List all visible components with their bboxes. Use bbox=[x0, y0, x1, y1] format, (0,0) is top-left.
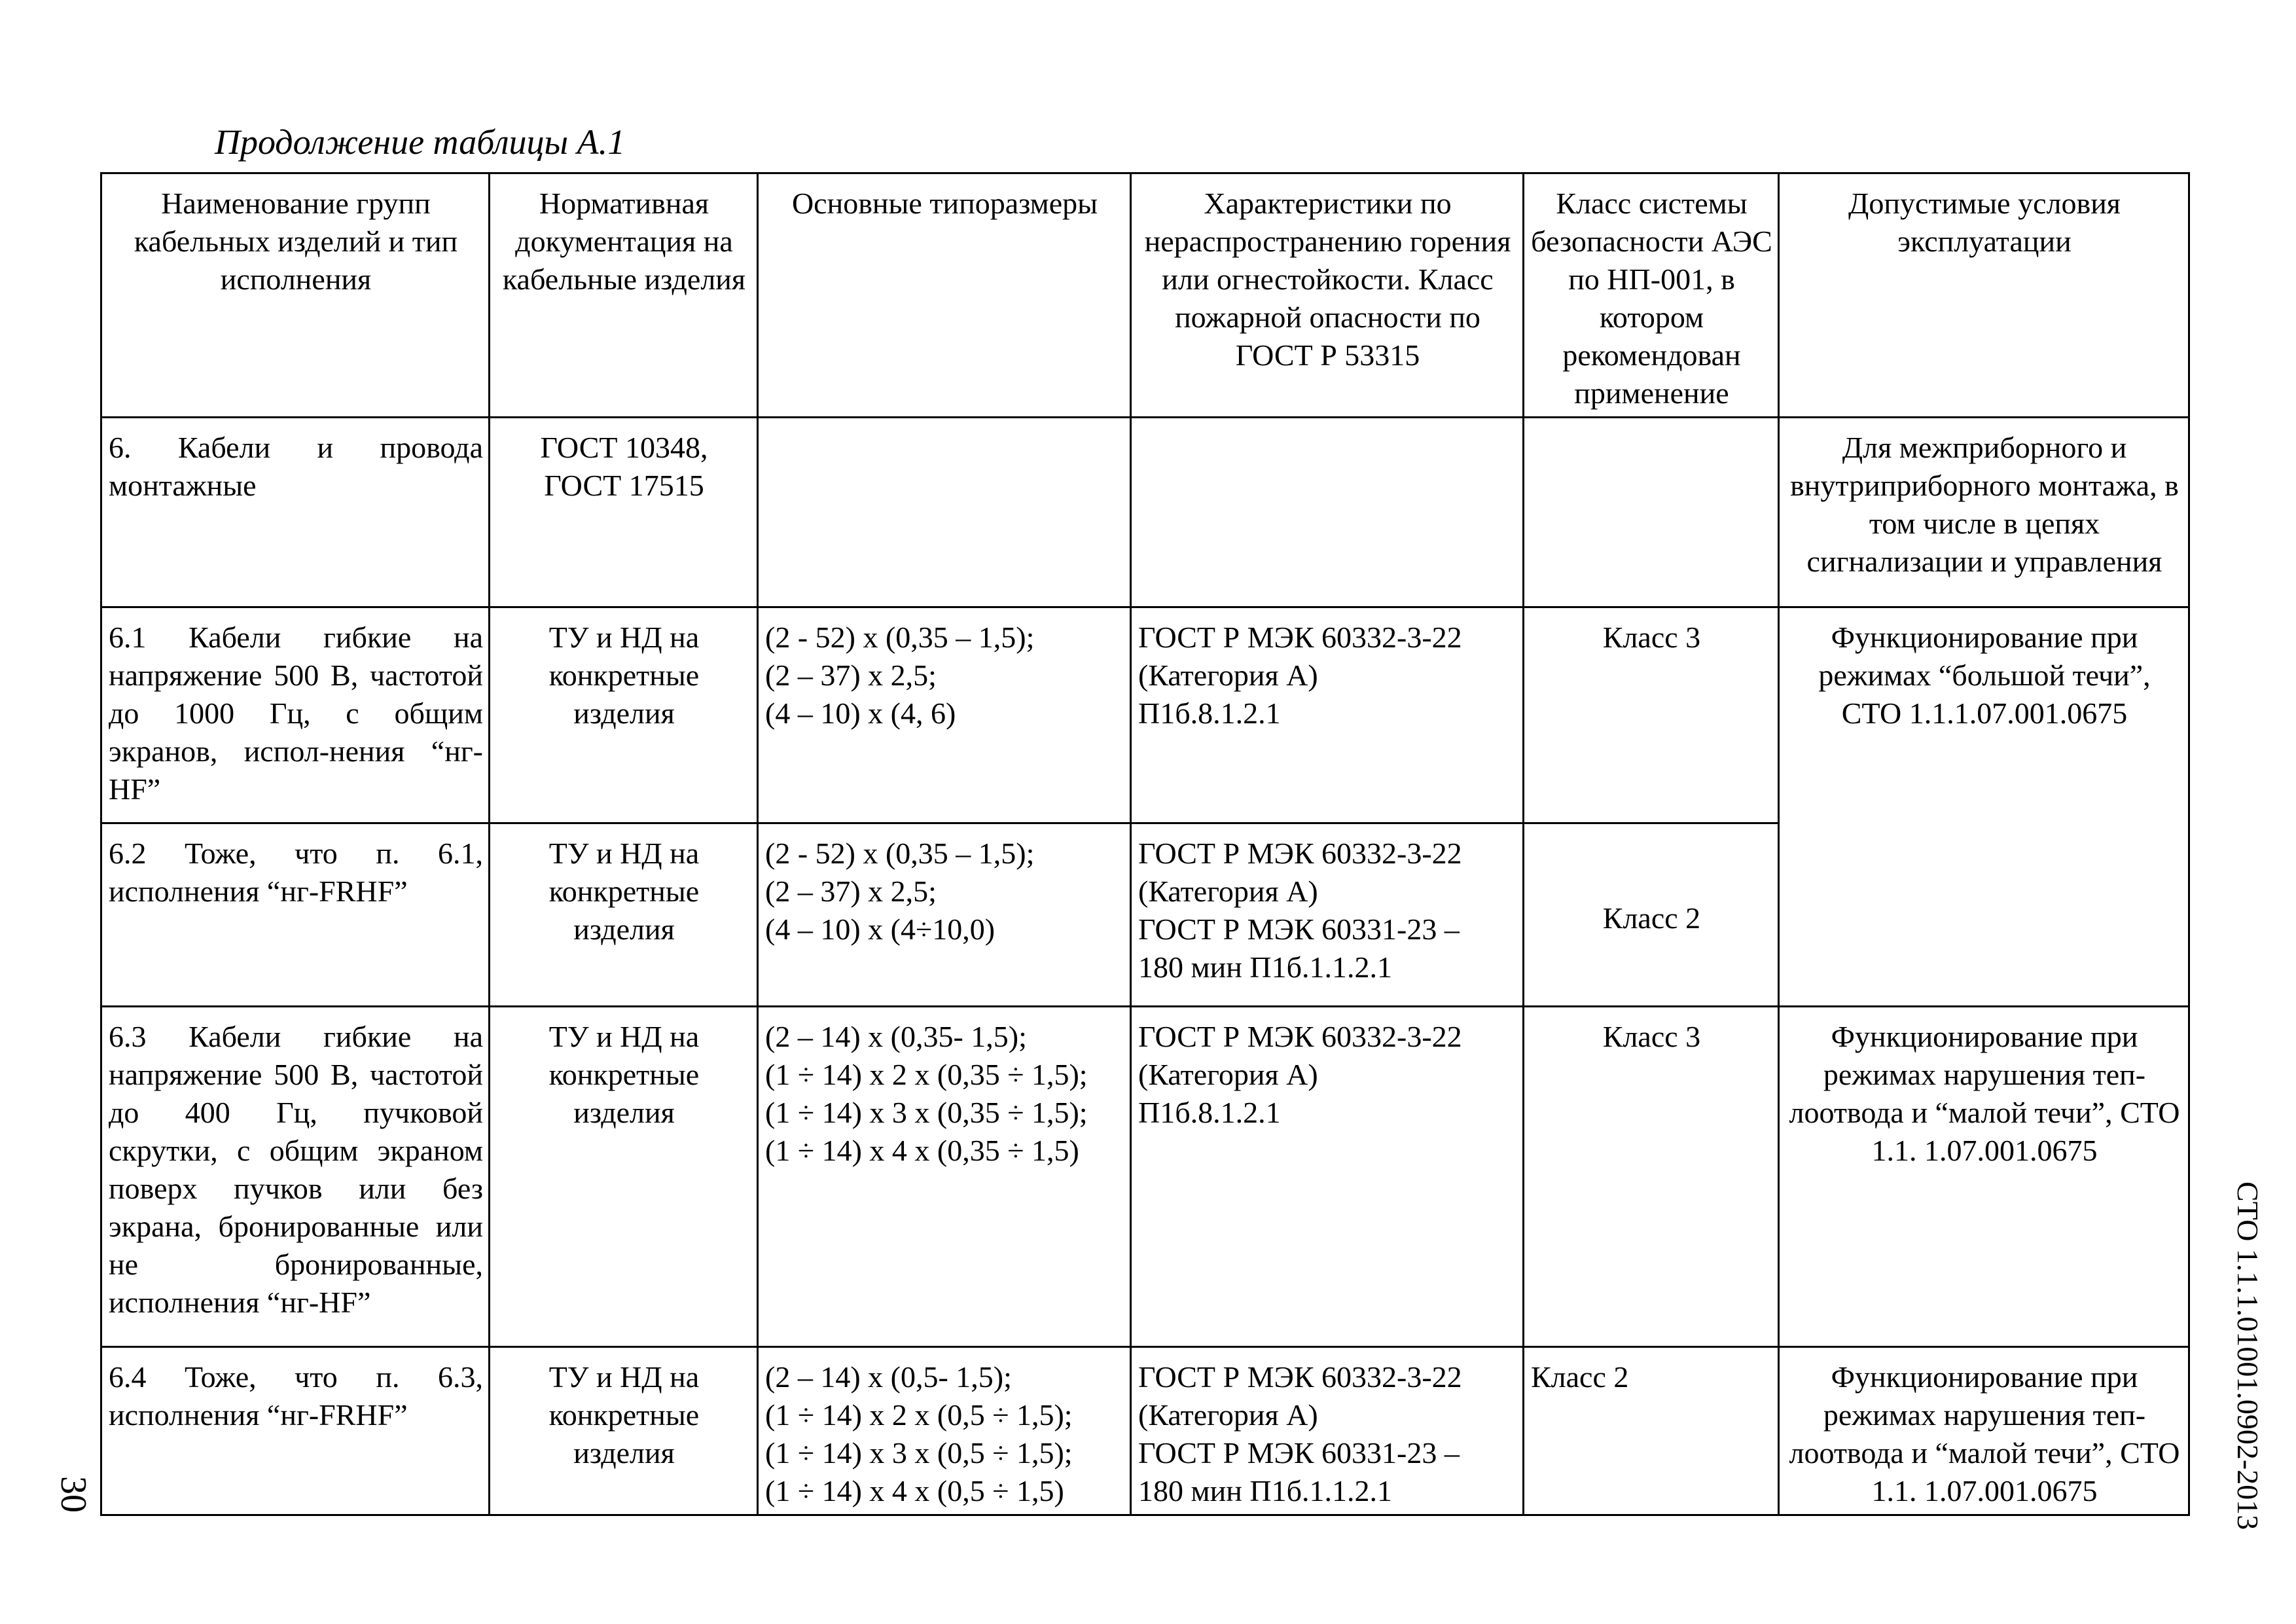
fire-line: (Категория А) bbox=[1138, 659, 1318, 692]
cell-sizes bbox=[758, 823, 1131, 1007]
fire-line: ГОСТ Р МЭК 60331-23 – bbox=[1138, 912, 1460, 946]
size-line: (2 - 52) х (0,35 – 1,5); bbox=[765, 621, 1035, 654]
cell-conditions: Функционирование при режимах нарушения теп-лоотвода и “малой течи”, СТО 1.1. 1.07.001.0675 bbox=[1779, 1007, 2189, 1347]
cell-conditions: Функционирование при режимах “большой течи”, СТО 1.1.1.07.001.0675 bbox=[1779, 607, 2189, 1007]
cell-group-name: 6.2 Тоже, что п. 6.1, исполнения “нг-FRHF” bbox=[101, 823, 490, 1007]
fire-line: ГОСТ Р МЭК 60332-3-22 bbox=[1138, 1020, 1462, 1053]
size-line: (1 ÷ 14) х 2 х (0,5 ÷ 1,5); bbox=[765, 1398, 1073, 1432]
cell-safety-class: Класс 2 bbox=[1524, 823, 1779, 1007]
size-line: (1 ÷ 14) х 2 х (0,35 ÷ 1,5); bbox=[765, 1058, 1088, 1091]
size-line: (1 ÷ 14) х 4 х (0,35 ÷ 1,5) bbox=[765, 1134, 1079, 1167]
size-line: (4 – 10) х (4, 6) bbox=[765, 696, 956, 730]
fire-line: 180 мин П1б.1.1.2.1 bbox=[1138, 1474, 1392, 1507]
fire-line: ГОСТ Р МЭК 60332-3-22 bbox=[1138, 1360, 1462, 1394]
header-group-name: Наименование групп кабельных изделий и тип исполнения bbox=[101, 173, 490, 418]
cell-safety-class: Класс 3 bbox=[1524, 1007, 1779, 1347]
size-line: (2 - 52) х (0,35 – 1,5); bbox=[765, 837, 1035, 870]
cell-fire bbox=[1131, 823, 1524, 1007]
size-line: (1 ÷ 14) х 3 х (0,5 ÷ 1,5); bbox=[765, 1436, 1073, 1470]
cell-group-name: 6. Кабели и провода монтажные bbox=[101, 418, 490, 607]
fire-line: П1б.8.1.2.1 bbox=[1138, 1096, 1281, 1129]
cell-sizes bbox=[758, 1007, 1131, 1347]
cell-sizes bbox=[758, 418, 1131, 607]
document-code: СТО 1.1.1.01001.0902-2013 bbox=[2231, 1182, 2265, 1530]
cell-conditions: Функционирование при режимах нарушения теп-лоотвода и “малой течи”, СТО 1.1. 1.07.001.0675 bbox=[1779, 1347, 2189, 1515]
cell-sizes bbox=[758, 607, 1131, 823]
cell-documentation: ГОСТ 10348, ГОСТ 17515 bbox=[490, 418, 758, 607]
cable-table bbox=[100, 172, 2190, 1516]
cell-group-name: 6.1 Кабели гибкие на напряжение 500 В, частотой до 1000 Гц, с общим экранов, испол-нения “нг-HF” bbox=[101, 607, 490, 823]
fire-line: ГОСТ Р МЭК 60331-23 – bbox=[1138, 1436, 1460, 1470]
table-row bbox=[101, 1347, 2189, 1515]
size-line: (2 – 37) х 2,5; bbox=[765, 875, 937, 908]
header-safety-class: Класс системы безопасности АЭС по НП-001, в котором рекомендован применение bbox=[1524, 173, 1779, 418]
table-caption: Продолжение таблицы А.1 bbox=[215, 122, 626, 162]
cell-group-name: 6.3 Кабели гибкие на напряжение 500 В, частотой до 400 Гц, пучковой скрутки, с общим экраном поверх пучков или без экрана, бронированные или не бронированные, исполнения “нг-HF” bbox=[101, 1007, 490, 1347]
header-sizes: Основные типоразмеры bbox=[758, 173, 1131, 418]
cell-fire bbox=[1131, 1007, 1524, 1347]
header-row bbox=[101, 173, 2189, 418]
size-line: (2 – 37) х 2,5; bbox=[765, 659, 937, 692]
table-row bbox=[101, 418, 2189, 607]
header-documentation: Нормативная документация на кабельные изделия bbox=[490, 173, 758, 418]
size-line: (2 – 14) х (0,5- 1,5); bbox=[765, 1360, 1012, 1394]
fire-line: (Категория А) bbox=[1138, 1398, 1318, 1432]
fire-line: (Категория А) bbox=[1138, 1058, 1318, 1091]
size-line: (2 – 14) х (0,35- 1,5); bbox=[765, 1020, 1027, 1053]
cell-documentation: ТУ и НД на конкретные изделия bbox=[490, 1347, 758, 1515]
cell-safety-class: Класс 3 bbox=[1524, 607, 1779, 823]
table-row bbox=[101, 1007, 2189, 1347]
header-fire-characteristics: Характеристики по нераспространению горения или огнестойкости. Класс пожарной опасности по ГОСТ Р 53315 bbox=[1131, 173, 1524, 418]
table-row bbox=[101, 607, 2189, 823]
size-line: (4 – 10) х (4÷10,0) bbox=[765, 912, 996, 946]
header-conditions: Допустимые условия эксплуатации bbox=[1779, 173, 2189, 418]
cell-fire bbox=[1131, 1347, 1524, 1515]
cell-documentation: ТУ и НД на конкретные изделия bbox=[490, 607, 758, 823]
cell-group-name: 6.4 Тоже, что п. 6.3, исполнения “нг-FRHF” bbox=[101, 1347, 490, 1515]
cell-documentation: ТУ и НД на конкретные изделия bbox=[490, 823, 758, 1007]
cell-sizes bbox=[758, 1347, 1131, 1515]
cell-fire bbox=[1131, 418, 1524, 607]
cell-documentation: ТУ и НД на конкретные изделия bbox=[490, 1007, 758, 1347]
fire-line: 180 мин П1б.1.1.2.1 bbox=[1138, 950, 1392, 984]
cell-fire bbox=[1131, 607, 1524, 823]
fire-line: ГОСТ Р МЭК 60332-3-22 bbox=[1138, 621, 1462, 654]
fire-line: (Категория А) bbox=[1138, 875, 1318, 908]
size-line: (1 ÷ 14) х 4 х (0,5 ÷ 1,5) bbox=[765, 1474, 1064, 1507]
cell-conditions: Для межприборного и внутриприборного монтажа, в том числе в цепях сигнализации и управления bbox=[1779, 418, 2189, 607]
cell-safety-class bbox=[1524, 418, 1779, 607]
size-line: (1 ÷ 14) х 3 х (0,35 ÷ 1,5); bbox=[765, 1096, 1088, 1129]
fire-line: П1б.8.1.2.1 bbox=[1138, 696, 1281, 730]
fire-line: ГОСТ Р МЭК 60332-3-22 bbox=[1138, 837, 1462, 870]
page-number: 30 bbox=[53, 1476, 94, 1513]
cell-safety-class: Класс 2 bbox=[1524, 1347, 1779, 1515]
